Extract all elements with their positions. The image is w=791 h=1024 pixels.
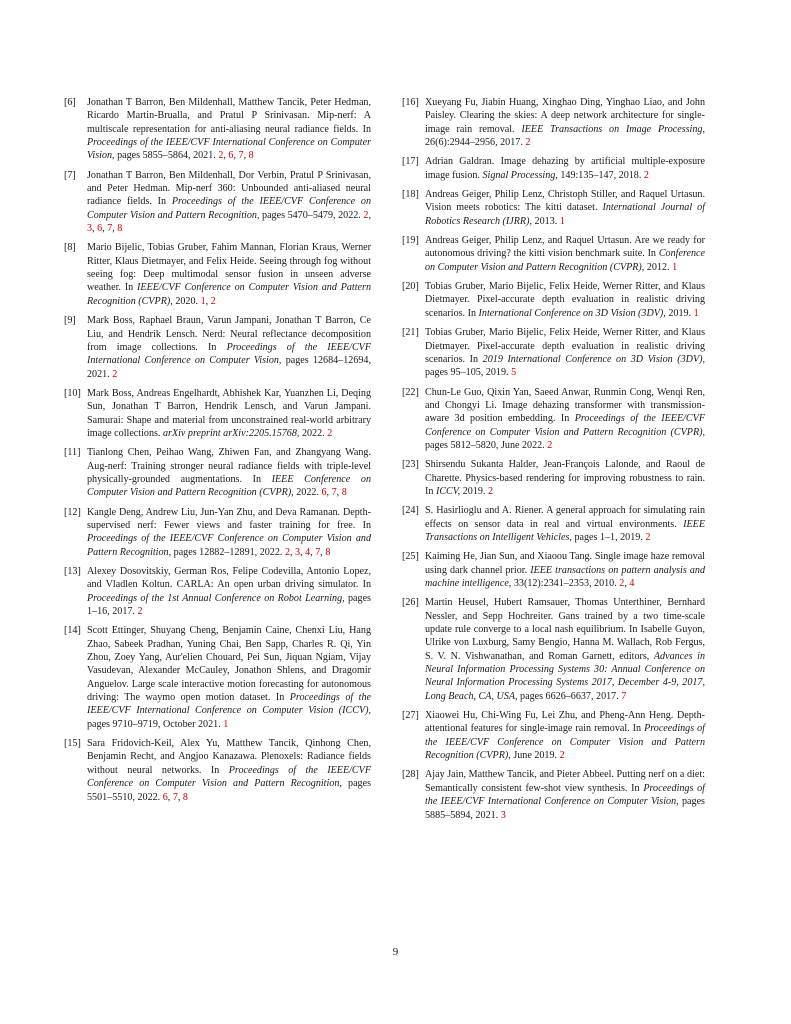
page-backlink[interactable]: 7	[107, 223, 113, 235]
reference-title: Depth-attentional features for single-image rain removal. In	[425, 710, 705, 735]
reference-number: [20]	[402, 281, 419, 293]
reference-number: [18]	[402, 189, 419, 201]
reference-pages: pages 5885–5894, 2021.	[425, 796, 705, 821]
page-backlink[interactable]: 1	[223, 718, 229, 730]
reference-authors: Xiaowei Hu, Chi-Wing Fu, Lei Zhu, and Pheng-Ann Heng.	[425, 710, 674, 722]
page-backlink[interactable]: 8	[341, 487, 347, 499]
reference-number: [11]	[64, 447, 81, 459]
reference-title: Image dehazing transformer with transmission-aware 3d position embedding. In	[425, 399, 705, 425]
page-backlink[interactable]: 1	[693, 307, 699, 319]
reference-pages: June 2019.	[513, 750, 558, 762]
page-backlink[interactable]: 8	[117, 223, 123, 235]
reference-number: [25]	[402, 551, 419, 563]
reference-title: CARLA: An open urban driving simulator. In	[176, 579, 371, 591]
reference-venue: arXiv preprint arXiv:2205.15768,	[162, 427, 300, 439]
reference-entry	[64, 446, 371, 499]
page-backlink[interactable]: 6	[97, 223, 103, 235]
reference-authors: Mario Bijelic, Tobias Gruber, Fahim Mannan, Florian Kraus, Werner Ritter, Klaus Dietmayer, and Felix Heide.	[87, 242, 371, 267]
page-backlink[interactable]: 1	[672, 261, 678, 273]
reference-venue: IEEE/CVF Conference on Computer Vision and Pattern Recognition (CVPR),	[87, 282, 372, 307]
reference-authors: Jonathan T Barron, Ben Mildenhall, Matthew Tancik, Peter Hedman, Ricardo Martin-Brualla, and Pratul P Srinivasan.	[87, 97, 371, 122]
reference-title: Image dehazing by artificial multiple-exposure image fusion.	[425, 156, 705, 181]
reference-number: [23]	[402, 459, 419, 471]
reference-entry	[402, 768, 705, 821]
page-backlink[interactable]: 8	[325, 546, 331, 558]
reference-authors: Adrian Galdran.	[425, 156, 495, 168]
reference-title: A general approach for simulating rain effects on sensor data in real and virtual environments.	[425, 505, 706, 530]
reference-entry	[64, 241, 371, 308]
page-backlink[interactable]: 5	[511, 367, 517, 379]
reference-entry	[402, 234, 705, 274]
reference-authors: Tobias Gruber, Mario Bijelic, Felix Heide, Werner Ritter, and Klaus Dietmayer.	[425, 327, 705, 352]
reference-title: Putting nerf on a diet: Semantically consistent few-shot view synthesis. In	[425, 769, 705, 794]
reference-entry	[402, 96, 705, 149]
reference-venue: Proceedings of the IEEE/CVF International Conference on Computer Vision,	[425, 782, 705, 808]
page-backlink[interactable]: 2	[645, 531, 651, 543]
reference-number: [28]	[402, 769, 419, 781]
reference-pages: pages 9710–9719, October 2021.	[87, 718, 221, 730]
reference-backlinks	[223, 719, 228, 730]
page-backlink[interactable]: 3	[87, 223, 93, 235]
reference-venue: Conference on Computer Vision and Pattern Recognition (CVPR),	[425, 248, 705, 273]
reference-title: Gans trained by a two time-scale update rule converge to a local nash equilibrium. In Isabelle Guyon, Ulrike von Luxburg, Samy Bengio, Hanna M. Wallach, Rob Fergus, S. V. N. Vishwanathan, and Roman Garnett, editors,	[425, 610, 706, 662]
reference-venue: Proceedings of the IEEE/CVF Conference on Computer Vision and Pattern Recognition,	[87, 764, 371, 790]
reference-authors: Tianlong Chen, Peihao Wang, Zhiwen Fan, and Zhangyang Wang.	[87, 447, 371, 459]
reference-number: [27]	[402, 710, 419, 722]
reference-entry	[64, 624, 371, 731]
reference-venue: Proceedings of the IEEE/CVF International Conference on Computer Vision (ICCV),	[87, 692, 371, 717]
reference-number: [12]	[64, 506, 81, 518]
reference-number: [22]	[402, 386, 419, 398]
page-backlink[interactable]: 2	[547, 439, 553, 451]
page-backlink[interactable]: 3	[500, 809, 506, 821]
page-backlink[interactable]: 6	[228, 150, 234, 162]
reference-authors: Tobias Gruber, Mario Bijelic, Felix Heide, Werner Ritter, and Klaus Dietmayer.	[425, 281, 705, 306]
reference-backlinks: 2, 6, 7, 8	[218, 150, 254, 162]
reference-number: [14]	[64, 625, 81, 637]
reference-backlinks	[560, 750, 565, 761]
reference-entry	[402, 458, 705, 498]
reference-backlinks: 1, 2	[200, 295, 216, 307]
reference-backlinks	[488, 486, 493, 497]
reference-title: Mip-nerf 360: Unbounded anti-aliased neural radiance fields. In	[87, 183, 371, 208]
reference-number: [26]	[402, 597, 419, 609]
page-backlink[interactable]: 8	[182, 791, 188, 803]
reference-authors: Sara Fridovich-Keil, Alex Yu, Matthew Tancik, Qinhong Chen, Benjamin Recht, and Angjoo Kanazawa.	[87, 738, 371, 763]
reference-backlinks	[547, 440, 552, 451]
reference-authors: Chun-Le Guo, Qixin Yan, Saeed Anwar, Runmin Cong, Wenqi Ren, and Chongyi Li.	[425, 386, 705, 411]
reference-venue: IEEE Transactions on Intelligent Vehicles,	[425, 518, 705, 543]
reference-backlinks	[137, 606, 142, 617]
reference-entry	[402, 550, 705, 590]
reference-title: Samurai: Shape and material from unconstrained real-world arbitrary image collections.	[87, 414, 371, 439]
reference-entry	[64, 96, 371, 163]
reference-title: Are we ready for autonomous driving? the kitti vision benchmark suite. In	[425, 235, 705, 260]
reference-title: Seeing through fog without seeing fog: Deep multimodal sensor fusion in unseen adverse weather. In	[87, 255, 371, 294]
reference-title: Plenoxels: Radiance fields without neural networks. In	[87, 751, 371, 776]
reference-entry	[402, 386, 705, 453]
reference-entry	[64, 565, 371, 618]
reference-venue: Proceedings of the IEEE/CVF Conference on Computer Vision and Pattern Recognition (CVPR),	[425, 723, 705, 762]
reference-pages: pages 6626–6637, 2017.	[520, 690, 619, 702]
page-backlink[interactable]: 6	[162, 791, 168, 803]
reference-backlinks	[525, 137, 530, 148]
reference-backlinks	[672, 262, 677, 273]
reference-venue: IEEE transactions on pattern analysis and machine intelligence,	[425, 564, 705, 589]
reference-venue: ICCV,	[435, 485, 461, 497]
page-number: 9	[392, 946, 399, 958]
reference-authors: Shirsendu Sukanta Halder, Jean-François Lalonde, and Raoul de Charette.	[425, 459, 705, 484]
reference-authors: S. Hasirlioglu and A. Riener.	[425, 505, 544, 517]
reference-title: Nerd: Neural reflectance decomposition from image collections. In	[87, 328, 371, 353]
page-backlink[interactable]: 2	[559, 750, 565, 762]
reference-number: [6]	[64, 97, 76, 108]
reference-pages: 33(12):2341–2353, 2010.	[513, 578, 617, 589]
reference-venue: Proceedings of the 1st Annual Conference on Robot Learning,	[87, 592, 345, 604]
page-backlink[interactable]: 6	[321, 487, 327, 499]
reference-pages: pages 12684–12694, 2021.	[87, 355, 371, 380]
reference-pages: pages 1–16, 2017.	[87, 592, 371, 618]
reference-pages: pages 5470–5479, 2022.	[262, 209, 361, 221]
reference-entry	[64, 387, 371, 440]
reference-authors: Mark Boss, Raphael Braun, Varun Jampani, Jonathan T Barron, Ce Liu, and Hendrik Lensch.	[87, 315, 371, 340]
reference-number: [19]	[402, 235, 419, 247]
reference-backlinks	[327, 428, 332, 439]
reference-authors: Ajay Jain, Matthew Tancik, and Pieter Abbeel.	[425, 769, 614, 781]
reference-venue: IEEE Conference on Computer Vision and Pattern Recognition (CVPR),	[87, 473, 371, 499]
reference-entry	[64, 314, 371, 381]
reference-entry	[402, 709, 705, 762]
reference-title: Physics-based rendering for improving robustness to rain. In	[425, 472, 705, 497]
reference-title: Mip-nerf: A multiscale representation for anti-aliasing neural radiance fields. In	[87, 110, 372, 135]
reference-backlinks: 6, 7, 8	[321, 487, 347, 499]
reference-venue: Advances in Neural Information Processing Systems 30: Annual Conference on Neural Information Processing Systems 2017, December 4-9, 2017, Long Beach, CA, USA,	[425, 650, 705, 702]
reference-authors: Mark Boss, Andreas Engelhardt, Abhishek Kar, Yuanzhen Li, Deqing Sun, Jonathan T Barron, Hendrik Lensch, and Varun Jampani.	[87, 387, 371, 413]
reference-authors: Andreas Geiger, Philip Lenz, and Raquel Urtasun.	[425, 235, 632, 247]
reference-venue: Proceedings of the IEEE/CVF Conference on Computer Vision and Pattern Recognition (CVPR),	[425, 413, 705, 438]
reference-entry	[64, 506, 371, 559]
reference-venue: Proceedings of the IEEE/CVF Conference on Computer Vision and Pattern Recognition,	[87, 533, 371, 558]
reference-authors: Jonathan T Barron, Ben Mildenhall, Dor Verbin, Pratul P Srinivasan, and Peter Hedman.	[87, 169, 371, 195]
reference-authors: Kaiming He, Jian Sun, and Xiaoou Tang.	[425, 551, 593, 563]
references-right-column	[402, 96, 705, 828]
reference-number: [8]	[64, 242, 76, 254]
reference-title: Pixel-accurate depth evaluation in realistic driving scenarios. In	[425, 340, 706, 365]
reference-venue: Signal Processing,	[482, 169, 558, 181]
reference-pages: pages 95–105, 2019.	[425, 367, 509, 379]
reference-entry	[402, 504, 705, 544]
reference-number: [17]	[402, 156, 419, 168]
page-backlink[interactable]: 2	[137, 606, 143, 618]
page-backlink[interactable]: 2	[363, 209, 369, 221]
reference-backlinks	[501, 810, 506, 821]
reference-backlinks	[645, 532, 650, 543]
reference-backlinks	[644, 170, 649, 181]
reference-authors: Kangle Deng, Andrew Liu, Jun-Yan Zhu, and Deva Ramanan.	[87, 506, 341, 518]
page-backlink[interactable]: 2	[643, 169, 649, 181]
reference-venue: Proceedings of the IEEE/CVF Conference on Computer Vision and Pattern Recognition,	[87, 196, 371, 221]
reference-backlinks	[621, 691, 626, 702]
reference-title: Depth-supervised nerf: Fewer views and faster training for free. In	[87, 506, 371, 531]
page-backlink[interactable]: 8	[248, 150, 254, 162]
page-backlink[interactable]: 3	[295, 546, 301, 558]
page-backlink[interactable]: 2	[284, 546, 290, 558]
reference-number: [13]	[64, 566, 81, 577]
reference-title: Single image haze removal using dark channel prior.	[425, 551, 705, 576]
reference-title: Clearing the skies: A deep network architecture for single-image rain removal.	[425, 110, 705, 135]
reference-pages: 2012.	[646, 261, 670, 273]
reference-backlinks: 2, 4	[619, 578, 635, 589]
reference-venue: Proceedings of the IEEE/CVF International Conference on Computer Vision,	[87, 341, 372, 367]
reference-entry	[402, 326, 705, 379]
page-backlink[interactable]: 1	[200, 295, 206, 307]
reference-number: [15]	[64, 738, 81, 750]
reference-entry	[64, 169, 371, 236]
reference-backlinks: 2, 3, 6, 7, 8	[87, 209, 371, 235]
reference-authors: Alexey Dosovitskiy, German Ros, Felipe Codevilla, Antonio Lopez, and Vladlen Koltun.	[87, 566, 371, 591]
reference-number: [24]	[402, 505, 419, 517]
page-backlink[interactable]: 7	[172, 791, 178, 803]
page-backlink[interactable]: 2	[525, 137, 531, 149]
reference-pages: 2022.	[301, 427, 325, 439]
reference-pages: 149:135–147, 2018.	[560, 169, 642, 181]
reference-venue: IEEE Transactions on Image Processing,	[521, 123, 705, 135]
page-backlink[interactable]: 2	[210, 295, 216, 307]
reference-authors: Andreas Geiger, Philip Lenz, Christoph Stiller, and Raquel Urtasun.	[425, 189, 705, 201]
reference-backlinks	[511, 367, 516, 378]
reference-authors: Xueyang Fu, Jiabin Huang, Xinghao Ding, Yinghao Liao, and John Paisley.	[425, 97, 705, 122]
reference-title: Aug-nerf: Training stronger neural radiance fields with triple-level physically-grounded augmentations. In	[87, 460, 371, 485]
reference-pages: pages 5855–5864, 2021.	[117, 150, 216, 162]
reference-title: Large scale interactive motion forecasting for autonomous driving: The waymo open motion dataset. In	[87, 678, 371, 704]
reference-entry	[402, 280, 705, 320]
page-backlink[interactable]: 7	[621, 690, 627, 702]
reference-pages: pages 5501–5510, 2022.	[87, 778, 371, 803]
page-backlink[interactable]: 7	[315, 546, 321, 558]
reference-pages: 2020.	[175, 295, 199, 307]
reference-venue: International Conference on 3D Vision (3DV),	[478, 307, 666, 319]
references-left-column	[64, 96, 371, 810]
page-backlink[interactable]: 1	[559, 215, 565, 227]
reference-venue: 2019 International Conference on 3D Vision (3DV),	[482, 353, 705, 365]
page-backlink[interactable]: 2	[112, 368, 118, 380]
reference-venue: International Journal of Robotics Research (IJRR),	[425, 202, 705, 227]
reference-number: [21]	[402, 327, 419, 339]
reference-number: [10]	[64, 387, 81, 399]
reference-entry	[64, 737, 371, 804]
page-backlink[interactable]: 4	[629, 578, 635, 589]
reference-backlinks	[694, 308, 699, 319]
reference-backlinks	[112, 369, 117, 380]
reference-number: [7]	[64, 169, 76, 181]
reference-backlinks: 2, 3, 4, 7, 8	[284, 546, 331, 558]
reference-pages: 2019.	[668, 307, 692, 319]
reference-venue: Proceedings of the IEEE/CVF International Conference on Computer Vision,	[87, 137, 371, 162]
reference-entry	[402, 596, 705, 703]
reference-pages: pages 5812–5820, June 2022.	[425, 439, 545, 451]
page-backlink[interactable]: 2	[327, 427, 333, 439]
reference-number: [16]	[402, 97, 419, 108]
reference-title: Pixel-accurate depth evaluation in realistic driving scenarios. In	[425, 294, 706, 319]
reference-backlinks: 6, 7, 8	[162, 791, 188, 803]
reference-authors: Martin Heusel, Hubert Ramsauer, Thomas Unterthiner, Bernhard Nessler, and Sepp Hochreiter.	[425, 597, 705, 622]
reference-entry	[402, 155, 705, 182]
reference-title: Vision meets robotics: The kitti dataset.	[425, 202, 598, 214]
reference-pages: pages 12882–12891, 2022.	[173, 546, 283, 558]
page-backlink[interactable]: 2	[487, 485, 493, 497]
reference-entry	[402, 188, 705, 228]
reference-pages: 2019.	[462, 485, 486, 497]
page-backlink[interactable]: 4	[305, 546, 311, 558]
reference-authors: Scott Ettinger, Shuyang Cheng, Benjamin Caine, Chenxi Liu, Hang Zhao, Sabeek Pradhan, Yuning Chai, Ben Sapp, Charles R. Qi, Yin Zhou, Zoey Yang, Aur'elien Chouard, Pei Sun, Jiquan Ngiam, Vijay Vasudevan, Alexander McCauley, Jonathon Shlens, and Dragomir Anguelov.	[87, 625, 371, 690]
reference-pages: 26(6):2944–2956, 2017.	[425, 137, 523, 149]
reference-pages: 2022.	[296, 487, 319, 499]
reference-pages: 2013.	[534, 215, 558, 227]
page-backlink[interactable]: 7	[331, 487, 337, 499]
page-backlink[interactable]: 2	[218, 150, 224, 162]
page-backlink[interactable]: 7	[238, 150, 244, 162]
page-backlink[interactable]: 2	[619, 578, 625, 589]
reference-number: [9]	[64, 315, 76, 327]
reference-pages: pages 1–1, 2019.	[574, 531, 643, 543]
reference-backlinks	[560, 216, 565, 227]
